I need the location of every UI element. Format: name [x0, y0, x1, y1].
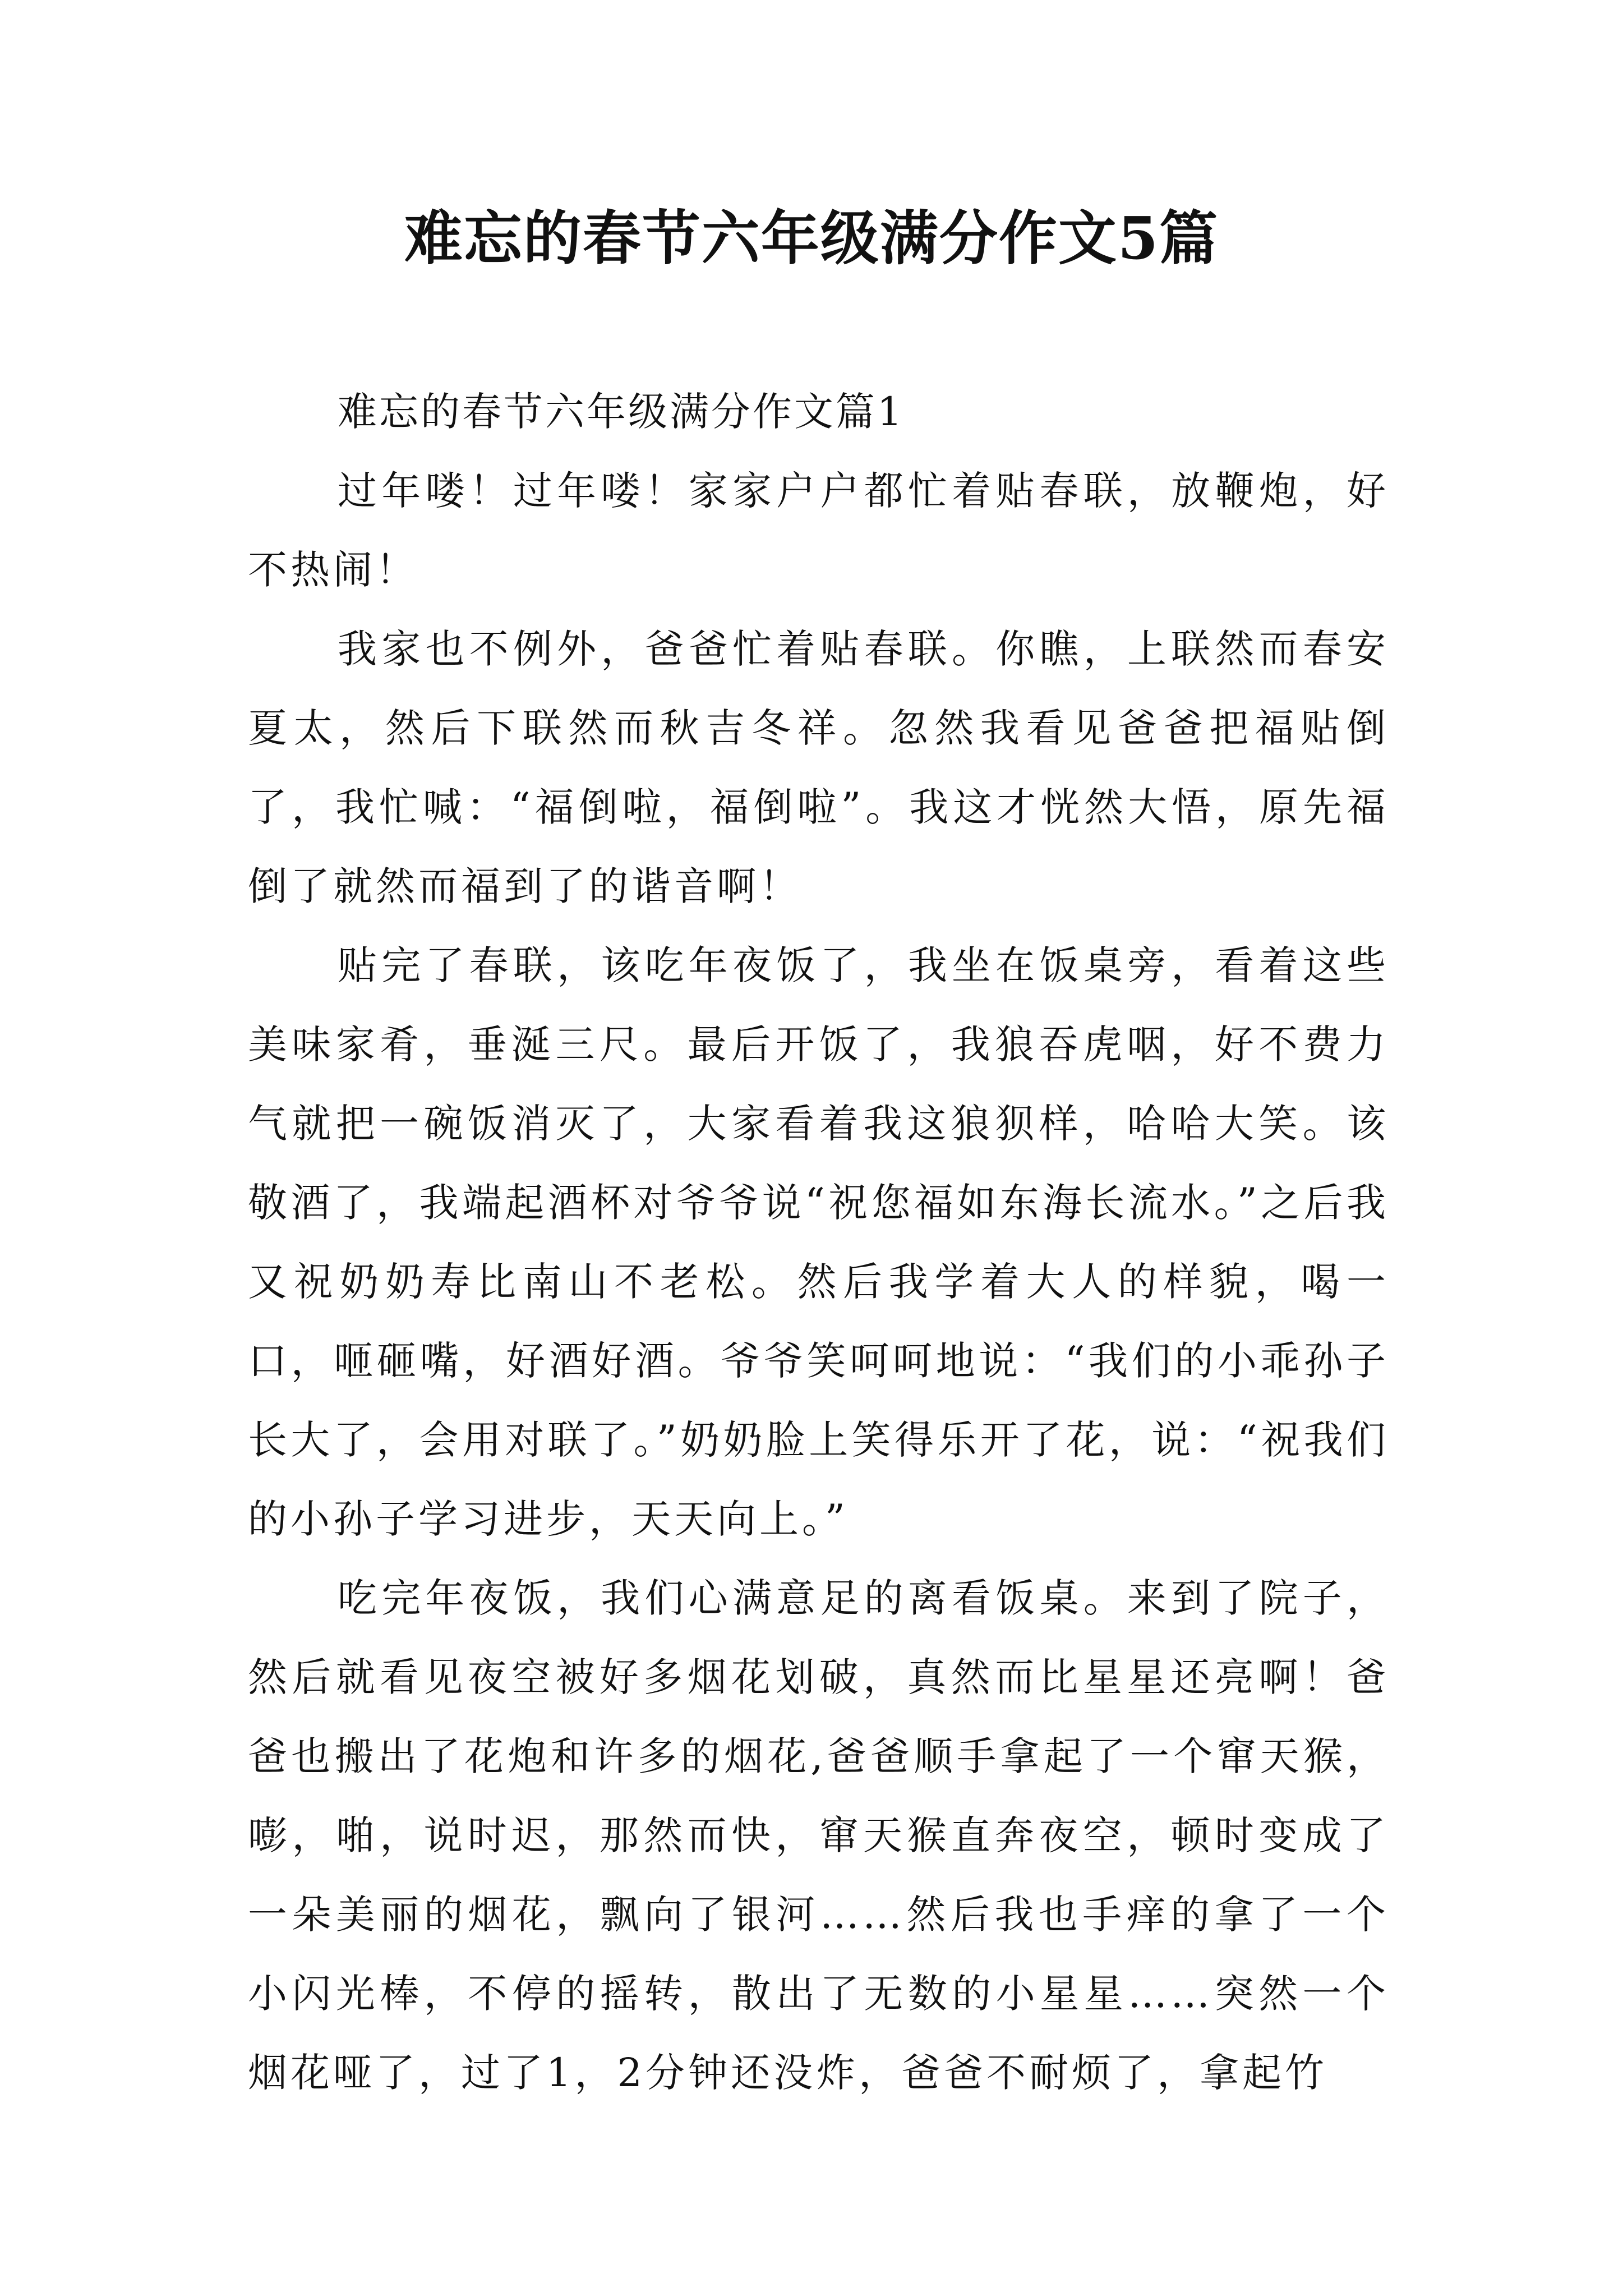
document-title: 难忘的春节六年级满分作文5篇 [404, 204, 1219, 273]
paragraph: 过年喽！过年喽！家家户户都忙着贴春联，放鞭炮，好不热闹！ [248, 468, 1389, 593]
section-heading: 难忘的春节六年级满分作文篇1 [338, 389, 905, 435]
paragraph: 我家也不例外，爸爸忙着贴春联。你瞧，上联然而春安夏太，然后下联然而秋吉冬祥。忽然我看见爸爸把福贴倒了，我忙喊：“福倒啦，福倒啦”。我这才恍然大悟，原先福倒了就然而福到了的谐音啊！ [248, 626, 1389, 909]
paragraph: 吃完年夜饭，我们心满意足的离看饭桌。来到了院子，然后就看见夜空被好多烟花划破，真然而比星星还亮啊！爸爸也搬出了花炮和许多的烟花,爸爸顺手拿起了一个窜天猴，嘭，啪，说时迟，那然而快，窜天猴直奔夜空，顿时变成了一朵美丽的烟花，飘向了银河……然后我也手痒的拿了一个小闪光棒，不停的摇转，散出了无数的小星星……突然一个烟花哑了，过了1，2分钟还没炸，爸爸不耐烦了，拿起竹 [248, 1575, 1389, 2096]
document-body [248, 372, 1389, 2113]
paragraph: 贴完了春联，该吃年夜饭了，我坐在饭桌旁，看着这些美味家肴，垂涎三尺。最后开饭了，我狼吞虎咽，好不费力气就把一碗饭消灭了，大家看着我这狼狈样，哈哈大笑。该敬酒了，我端起酒杯对爷爷说“祝您福如东海长流水。”之后我又祝奶奶寿比南山不老松。然后我学着大人的样貌，喝一口，咂砸嘴，好酒好酒。爷爷笑呵呵地说：“我们的小乖孙子长大了，会用对联了。”奶奶脸上笑得乐开了花，说：“祝我们的小孙子学习进步，天天向上。” [248, 942, 1389, 1542]
